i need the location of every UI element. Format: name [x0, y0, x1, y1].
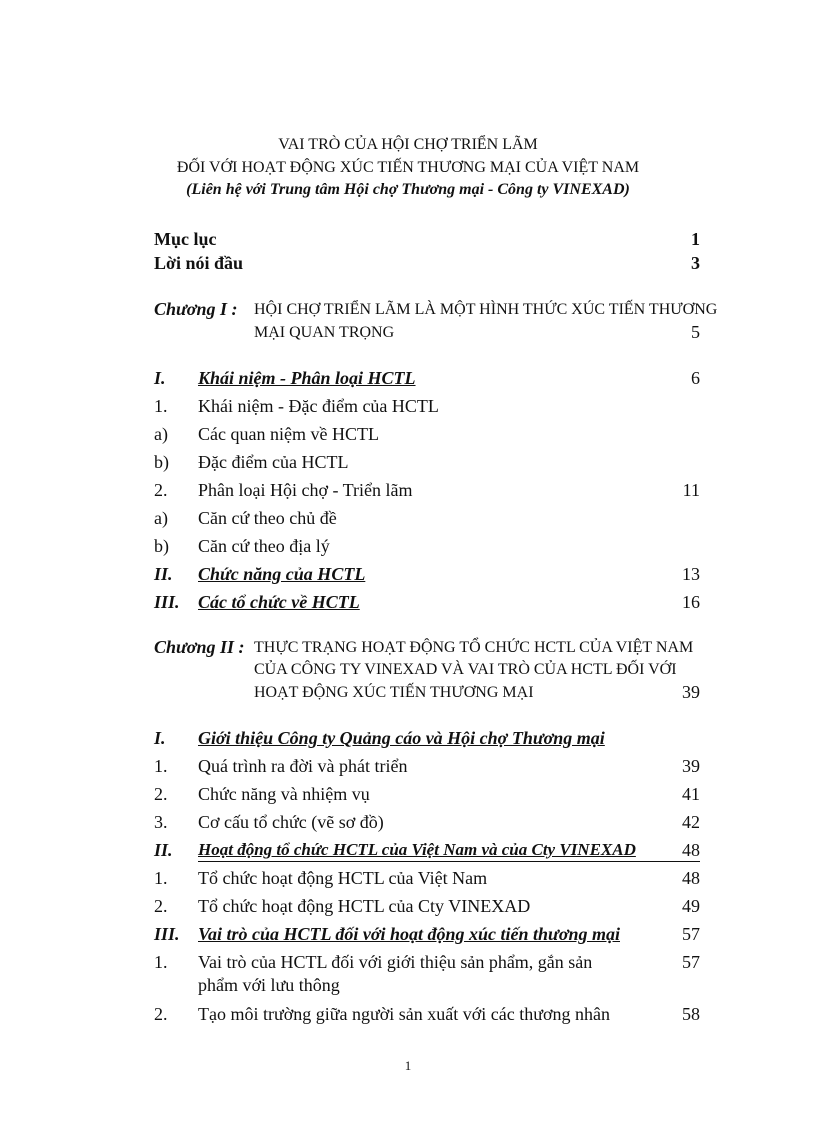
toc-page: 6 [691, 368, 700, 388]
toc-page: 42 [682, 812, 700, 832]
toc-num: 2. [154, 480, 168, 500]
page-number: 1 [404, 1058, 412, 1073]
toc-front-label-contents: Mục lục [154, 229, 217, 249]
toc-num: II. [154, 840, 173, 860]
chapter1-page: 5 [691, 322, 700, 342]
chapter1-title-line2: MẠI QUAN TRỌNG [254, 324, 395, 341]
toc-num: 3. [154, 812, 168, 832]
toc-front-label-preface: Lời nói đầu [154, 253, 244, 273]
toc-entry: Cơ cấu tổ chức (vẽ sơ đồ) [198, 812, 384, 832]
toc-section-heading: Giới thiệu Công ty Quảng cáo và Hội chợ Thương mại [198, 728, 605, 748]
toc-page: 13 [682, 564, 700, 584]
chapter2-label: Chương II : [154, 637, 245, 657]
toc-num: 2. [154, 896, 168, 916]
toc-section-heading: Các tổ chức về HCTL [198, 592, 360, 612]
chapter1-label: Chương I : [154, 299, 238, 319]
toc-entry: Tổ chức hoạt động HCTL của Việt Nam [198, 868, 488, 888]
toc-num: I. [154, 728, 166, 748]
toc-entry: Căn cứ theo chủ đề [198, 508, 337, 528]
toc-section-heading: Chức năng của HCTL [198, 564, 366, 584]
toc-num: 1. [154, 952, 168, 972]
toc-section-heading: Khái niệm - Phân loại HCTL [198, 368, 416, 388]
chapter2-page: 39 [682, 682, 700, 702]
toc-num: 2. [154, 784, 168, 804]
toc-num: 1. [154, 756, 168, 776]
toc-num: II. [154, 564, 173, 584]
toc-num: b) [154, 452, 169, 472]
toc-page: 58 [682, 1004, 700, 1024]
toc-num: III. [154, 592, 180, 612]
section-underline-rule [198, 861, 700, 862]
toc-num: III. [154, 924, 180, 944]
toc-num: 1. [154, 396, 168, 416]
toc-page: 57 [682, 924, 700, 944]
toc-entry: Tổ chức hoạt động HCTL của Cty VINEXAD [198, 896, 531, 916]
chapter2-title-line2: CỦA CÔNG TY VINEXAD VÀ VAI TRÒ CỦA HCTL ĐỐI VỚI [254, 661, 677, 678]
toc-entry: Tạo môi trường giữa người sản xuất với các thương nhân [198, 1004, 611, 1024]
toc-page: 11 [682, 480, 700, 500]
toc-section-heading: Vai trò của HCTL đối với hoạt động xúc tiến thương mại [198, 924, 620, 944]
toc-num: 1. [154, 868, 168, 888]
toc-front-page-contents: 1 [691, 229, 700, 249]
toc-page: 48 [682, 868, 700, 888]
toc-entry: Căn cứ theo địa lý [198, 536, 330, 556]
toc-num: I. [154, 368, 166, 388]
toc-entry: Khái niệm - Đặc điểm của HCTL [198, 396, 439, 416]
toc-entry-continued: phẩm với lưu thông [198, 975, 340, 995]
chapter1-title-line1: HỘI CHỢ TRIỂN LÃM LÀ MỘT HÌNH THỨC XÚC TIẾN THƯƠNG [254, 301, 718, 318]
toc-entry: Vai trò của HCTL đối với giới thiệu sản phẩm, gắn sản [198, 952, 593, 972]
toc-page: 39 [682, 756, 700, 776]
toc-entry: Quá trình ra đời và phát triển [198, 756, 408, 776]
toc-page: 49 [682, 896, 700, 916]
toc-num: a) [154, 424, 168, 444]
doc-title-line2: ĐỐI VỚI HOẠT ĐỘNG XÚC TIẾN THƯƠNG MẠI CỦA VIỆT NAM [176, 159, 640, 176]
toc-section-heading: Hoạt động tổ chức HCTL của Việt Nam và của Cty VINEXAD [198, 840, 636, 859]
toc-entry: Các quan niệm về HCTL [198, 424, 379, 444]
toc-page: 48 [682, 840, 700, 860]
chapter2-title-line3: HOẠT ĐỘNG XÚC TIẾN THƯƠNG MẠI [254, 684, 534, 701]
toc-entry: Chức năng và nhiệm vụ [198, 784, 370, 804]
doc-title-line1: VAI TRÒ CỦA HỘI CHỢ TRIỂN LÃM [278, 136, 538, 153]
chapter2-title-line1: THỰC TRẠNG HOẠT ĐỘNG TỔ CHỨC HCTL CỦA VIỆT NAM [254, 639, 694, 656]
toc-num: b) [154, 536, 169, 556]
toc-front-page-preface: 3 [691, 253, 700, 273]
toc-num: 2. [154, 1004, 168, 1024]
toc-entry: Đặc điểm của HCTL [198, 452, 349, 472]
toc-page: 16 [682, 592, 700, 612]
toc-entry: Phân loại Hội chợ - Triển lãm [198, 480, 413, 500]
toc-page: 57 [682, 952, 700, 972]
doc-subtitle: (Liên hệ với Trung tâm Hội chợ Thương mại - Công ty VINEXAD) [186, 181, 630, 198]
toc-num: a) [154, 508, 168, 528]
toc-page: 41 [682, 784, 700, 804]
